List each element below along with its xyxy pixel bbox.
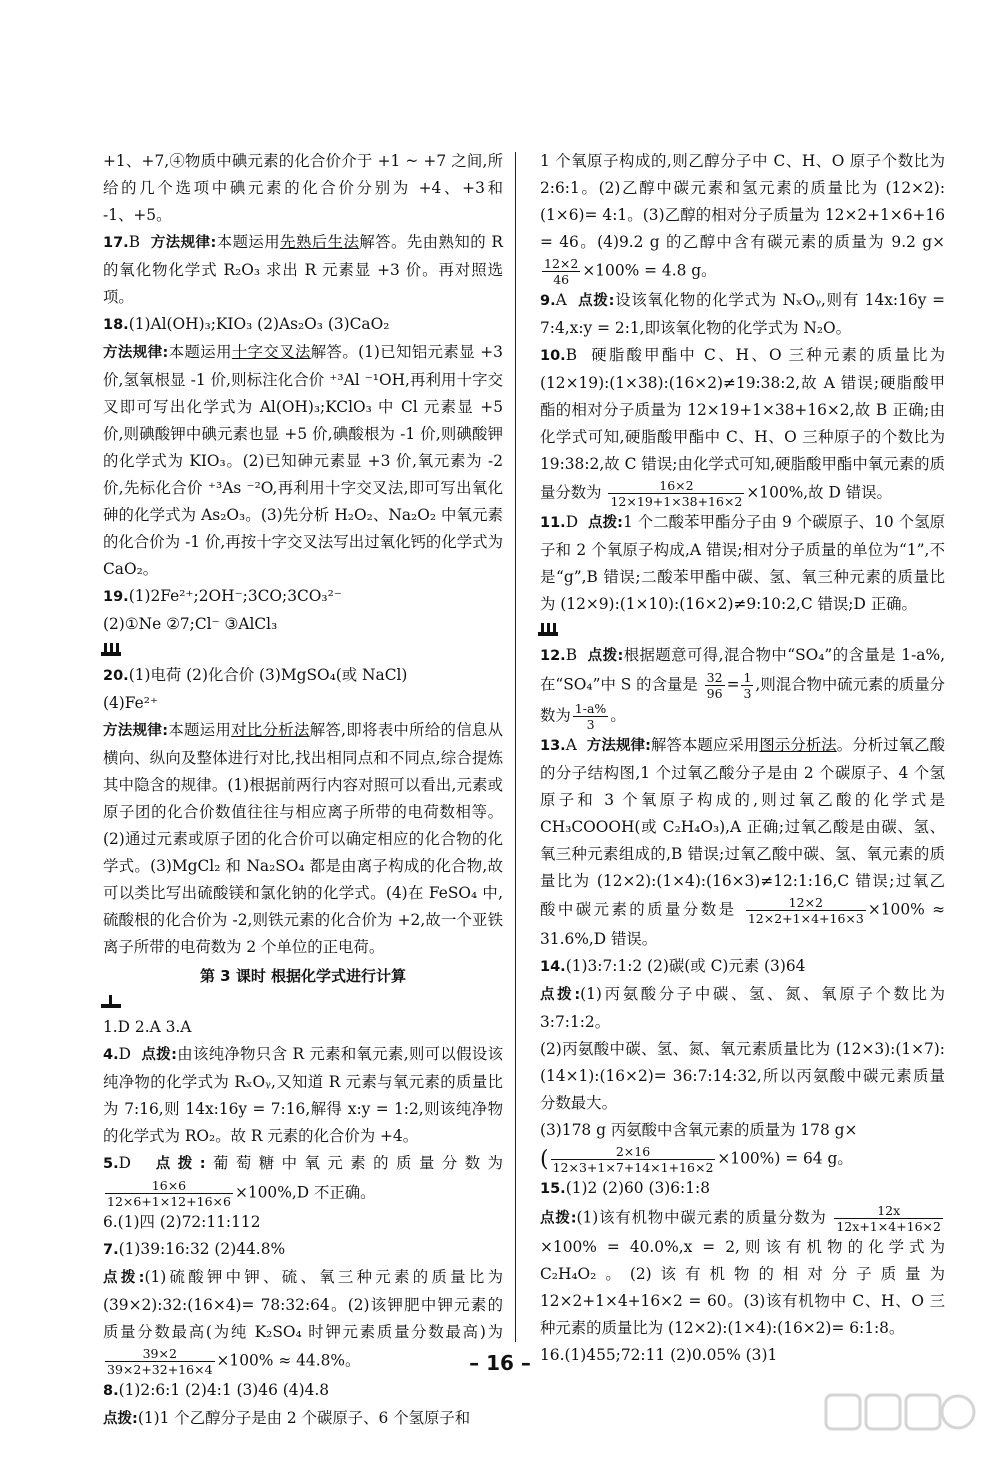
- answer-18: 18.(1)Al(OH)₃;KIO₃ (2)As₂O₃ (3)CaO₂ 方法规律:本题运用十字交叉法解答。(1)已知铝元素显 +3 价,氢氧根显 -1 价,则标注化合价 ⁺³Al ⁻¹OH,再利用十字交叉即可写出化学式为 Al(OH)₃;KClO₃ 中 Cl 元素显 +5 价,则碘酸钾中碘元素也显 +5 价,碘酸根为 -1 价,则碘酸钾的化学式为 KIO₃。(2)已知砷元素显 +3 价,氧元素为 -2 价,先标化合价 ⁺³As ⁻²O,再利用十字交叉法,即可写出氧化砷的化学式为 As₂O₃。(3)先分析 H₂O₂、Na₂O₂ 中氧元素的化合价为 -1 价,再按十字交叉法写出过氧化钙的化学式为 CaO₂。: [103, 315, 503, 578]
- level-iii-icon: [538, 621, 560, 637]
- answer-15: 15.(1)2 (2)60 (3)6:1:8 点拨:(1)该有机物中碳元素的质量分数为 $\frac{12x}{12x+1\times 4+16\times 2}$ ×100% = 40.0%,x = 2,则该有机物的化学式为 C₂H₄O₂。(2)该有机物的相对分子质量为 12×2+1×4+16×2 = 60。(3)该有机物中 C、H、O 三种元素的质量比为 (12×2):(1×4):(16×2)= 6:1:8。: [540, 1179, 945, 1337]
- answer-8-continued: 1 个氧原子构成的,则乙醇分子中 C、H、O 原子个数比为 2:6:1。(2)乙醇中碳元素和氢元素的质量比为 (12×2):(1×6)= 4:1。(3)乙醇的相对分子质量为 12×2+1×6+16 = 46。(4)9.2 g 的乙醇中含有碳元素的质量为 9.2 g× $\frac{12\times 2}{46}$ ×100% = 4.8 g。: [540, 152, 945, 287]
- answer-10: 10.B 硬脂酸甲酯中 C、H、O 三种元素的质量比为 (12×19):(1×38):(16×2)≠19:38:2,故 A 错误;硬脂酸甲酯的相对分子质量为 12×19+1×38+16×2,故 B 正确;由化学式可知,硬脂酸甲酯中 C、H、O 三种原子的个数比为 19:38:2,故 C 错误;由化学式可知,硬脂酸甲酯中氧元素的质量分数为 $\frac{16\times 2}{12\times 19+1\times 38+16\times 2}$ ×100%,故 D 错误。: [540, 346, 945, 509]
- fraction: $\frac{12\times 2}{12\times 2+1\times 4+16\times 3}$: [747, 895, 864, 926]
- answer-8: 8.(1)2:6:1 (2)4:1 (3)46 (4)4.8 点拨:(1)1 个乙醇分子是由 2 个碳原子、6 个氢原子和: [103, 1381, 471, 1427]
- answer-19: 19.(1)2Fe²⁺;2OH⁻;3CO;3CO₃²⁻ (2)①Ne ②7;Cl⁻ ③AlCl₃: [103, 587, 342, 633]
- answer-4: 4.D 点拨:由该纯净物只含 R 元素和氧元素,则可以假设该纯净物的化学式为 RₓOᵧ,又知道 R 元素与氧元素的质量比为 7:16,则 14x:16y = 7:16,解得 x:y = 1:2,则该纯净物的化学式为 RO₂。故 R 元素的化合价为 +4。: [103, 1045, 503, 1145]
- fraction: $\frac{2\times 16}{12\times 3+1\times 7+14\times 1+16\times 2}$: [552, 1144, 714, 1175]
- level-iii-icon: [101, 641, 123, 657]
- fraction: $\frac{16\times 6}{12\times 6+1\times 12+16\times 6}$: [107, 1178, 231, 1209]
- answer-11: 11.D 点拨:1 个二酸苯甲酯分子由 9 个碳原子、10 个氢原子和 2 个氧原子构成,A 错误;相对分子质量的单位为“1”,不是“g”,B 错误;二酸苯甲酯中碳、氢、氧三种元素的质量比为 (12×9):(1×10):(16×2)≠9:10:2,C 错误;D 正确。: [540, 513, 945, 613]
- answers-1-3: 1.D 2.A 3.A: [103, 1018, 192, 1036]
- fraction: $\frac{39\times 2}{39\times 2+32+16\times 4}$: [107, 1346, 213, 1377]
- fraction: $\frac{16\times 2}{12\times 19+1\times 38+16\times 2}$: [610, 478, 743, 509]
- lesson-heading: 第 3 课时 根据化学式进行计算: [199, 967, 407, 985]
- answer-9: 9.A 点拨:设该氧化物的化学式为 NₓOᵧ,则有 14x:16y = 7:4,x:y = 2:1,即该氧化物的化学式为 N₂O。: [540, 291, 945, 337]
- answer-7: 7.(1)39:16:32 (2)44.8% 点拨:(1)硫酸钾中钾、硫、氧三种元素的质量比为 (39×2):32:(16×4)= 78:32:64。(2)该钾肥中钾元素的质量分数最高(为纯 K₂SO₄ 时钾元素质量分数最高)为 $\frac{39\times 2}{39\times 2+32+16\times 4}$ ×100% ≈ 44.8%。: [103, 1240, 503, 1377]
- answer-14: 14.(1)3:7:1:2 (2)碳(或 C)元素 (3)64 点拨:(1)丙氨酸分子中碳、氢、氮、氧原子个数比为 3:7:1:2。 (2)丙氨酸中碳、氢、氮、氧元素质量比为 (12×3):(1×7):(14×1):(16×2)= 36:7:14:32,所以丙氨酸中碳元素质量分数最大。 (3)178 g 丙氨酸中含氧元素的质量为 178 g× ( $\frac{2\times 16}{12\times 3+1\times 7+14\times 1+16\times 2}$ ×100%) = 64 g。: [540, 957, 945, 1175]
- fraction: $\frac{12\times 2}{46}$: [544, 256, 579, 287]
- fraction: $\frac{32}{96}$: [706, 670, 723, 701]
- fraction: $\frac{1}{3}$: [743, 670, 752, 701]
- fraction: $\frac{1-a\%}{3}$: [574, 701, 607, 732]
- answer-20: 20.(1)电荷 (2)化合价 (3)MgSO₄(或 NaCl) (4)Fe²⁺ 方法规律:本题运用对比分析法解答,即将表中所给的信息从横向、纵向及整体进行对比,找出相同点和不同点,综合提炼其中隐含的规律。(1)根据前两行内容对照可以看出,元素或原子团的化合价数值往往与相应离子所带的电荷数相等。(2)通过元素或原子团的化合价可以确定相应的化合物的化学式。(3)MgCl₂ 和 Na₂SO₄ 都是由离子构成的化合物,故可以类比写出硫酸镁和氯化钠的化学式。(4)在 FeSO₄ 中,硫酸根的化合价为 -2,则铁元素的化合价为 +2,故一个亚铁离子所带的电荷数为 2 个单位的正电荷。: [103, 666, 503, 956]
- column-divider: [515, 152, 516, 1342]
- answer-12: 12.B 点拨:根据题意可得,混合物中“SO₄”的含量是 1-a%,在“SO₄”中 S 的含量是 $\frac{32}{96}$ = $\frac{1}{3}$ ,则混合物中硫元素的质量分数为 $\frac{1-a\%}{3}$ 。: [540, 646, 946, 732]
- watermark-logo: [818, 1391, 978, 1461]
- answer-5: 5.D 点拨:葡萄糖中氧元素的质量分数为 $\frac{16\times 6}{12\times 6+1\times 12+16\times 6}$ ×100%,D 不正确。: [103, 1154, 503, 1209]
- section-marker-iii: [101, 641, 503, 659]
- section-marker-i: [101, 993, 503, 1011]
- section-marker-iii: [538, 621, 945, 639]
- answer-6: 6.(1)四 (2)72:11:112: [103, 1213, 261, 1231]
- right-column: [540, 148, 945, 1369]
- continuation-text: +1、+7,④物质中碘元素的化合价介于 +1 ~ +7 之间,所给的几个选项中碘元素的化合价分别为 +4、+3和 -1、+5。: [103, 152, 503, 224]
- level-i-icon: [101, 993, 123, 1009]
- answer-13: 13.A 方法规律:解答本题应采用图示分析法。分析过氧乙酸的分子结构图,1 个过氧乙酸分子是由 2 个碳原子、4 个氢原子和 3 个氧原子构成的,则过氧乙酸的化学式是 CH₃COOOH(或 C₂H₄O₃),A 正确;过氧乙酸是由碳、氢、氧三种元素组成的,B 错误;过氧乙酸中碳、氢、氧元素的质量比为 (12×2):(1×4):(16×3)≠12:1:16,C 错误;过氧乙酸中碳元素的质量分数是 $\frac{12\times 2}{12\times 2+1\times 4+16\times 3}$ ×100% ≈ 31.6%,D 错误。: [540, 736, 945, 948]
- page-number: – 16 –: [469, 1351, 531, 1375]
- left-column: [103, 148, 503, 1433]
- fraction: $\frac{12x}{12x+1\times 4+16\times 2}$: [836, 1203, 941, 1234]
- answer-16: 16.(1)455;72:11 (2)0.05% (3)1: [540, 1346, 778, 1364]
- answer-17: 17.B 方法规律:本题运用先熟后生法解答。先由熟知的 R 的氧化物化学式 R₂O₃ 求出 R 元素显 +3 价。再对照选项。: [103, 233, 503, 306]
